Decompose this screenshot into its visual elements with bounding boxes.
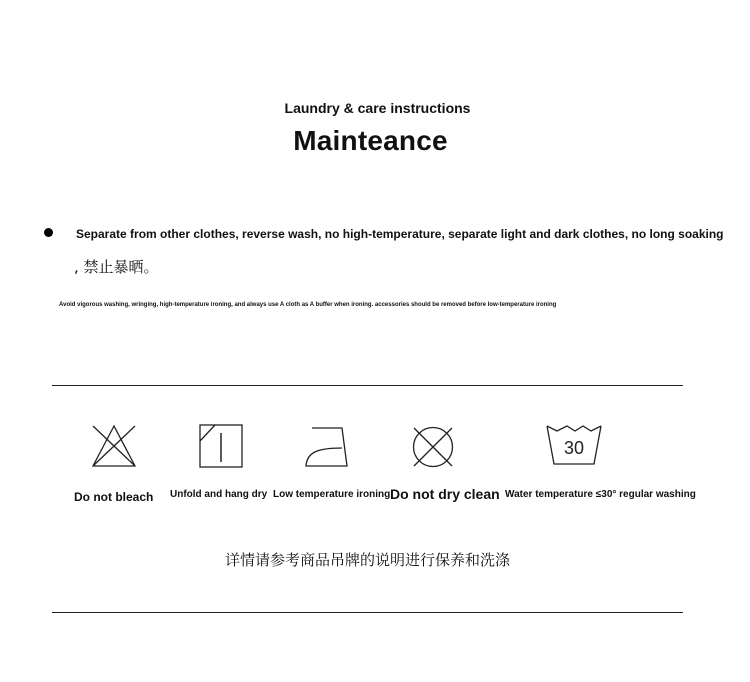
caption-wash-30: Water temperature ≤30° regular washing — [505, 489, 696, 500]
ironing-note: Avoid vigorous washing, wringing, high-temperature ironing, and always use A cloth as A buffer when ironing. accessories should be removed before low-temperature ironing — [59, 302, 557, 308]
caption-hang-dry: Unfold and hang dry — [170, 489, 268, 500]
top-divider — [52, 385, 683, 386]
hang-dry-icon — [199, 424, 243, 468]
caption-do-not-dry-clean: Do not dry clean — [390, 486, 500, 502]
page-title: Mainteance — [293, 125, 448, 156]
do-not-dry-clean-icon — [410, 424, 456, 470]
do-not-bleach-icon — [90, 420, 138, 468]
caption-do-not-bleach: Do not bleach — [74, 490, 154, 504]
instruction-line-1: Separate from other clothes, reverse wash, no high-temperature, separate light and dark clothes, no long soaking — [76, 227, 724, 241]
wash-temperature-label: 30 — [563, 438, 585, 458]
page-subtitle: Laundry & care instructions — [284, 100, 471, 116]
footer-note: 详情请参考商品吊牌的说明进行保养和洗涤 — [224, 551, 510, 569]
bullet-icon — [44, 228, 53, 237]
bottom-divider — [52, 612, 683, 613]
caption-low-ironing: Low temperature ironing — [273, 489, 391, 500]
wash-30-icon — [545, 422, 603, 466]
iron-low-icon — [304, 424, 350, 468]
instruction-line-2: , 禁止暴晒。 — [74, 258, 159, 276]
